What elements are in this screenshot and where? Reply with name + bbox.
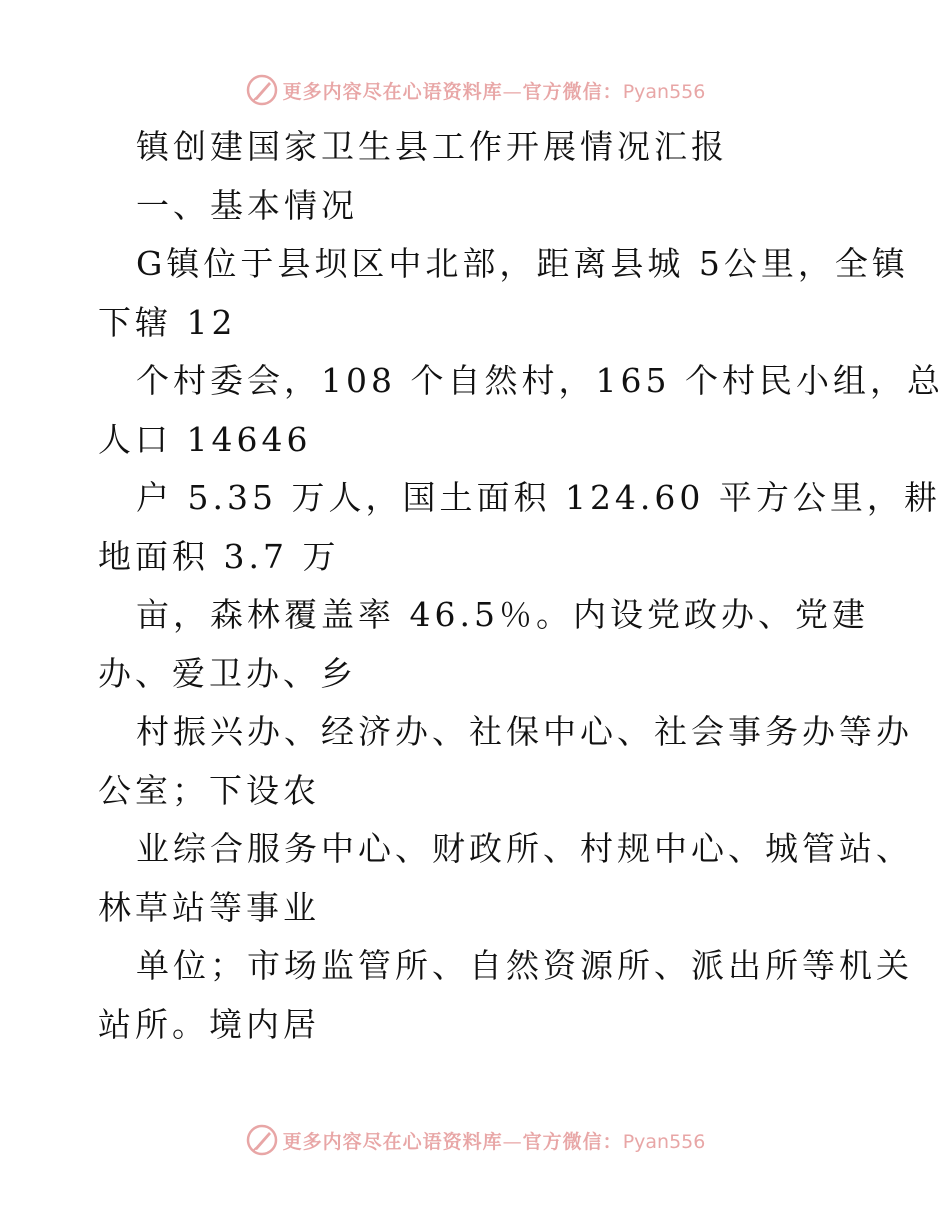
paragraph-line: 人口 14646	[98, 419, 312, 459]
document-body	[98, 118, 944, 1054]
paragraph-line: 村振兴办、经济办、社保中心、社会事务办等办	[136, 712, 913, 751]
section-heading: 一、基本情况	[136, 185, 358, 225]
quill-logo-icon	[245, 1123, 279, 1157]
paragraph-line: 下辖 12	[98, 302, 237, 342]
paragraph-line: G镇位于县坝区中北部，距离县城 5公里，全镇	[136, 244, 909, 283]
paragraph-line: 林草站等事业	[98, 887, 320, 927]
paragraph-line: 公室；下设农	[98, 770, 320, 810]
watermark-wechat-id: Pyan556	[622, 80, 706, 103]
watermark-separator: —	[502, 80, 523, 103]
paragraph-line: 亩，森林覆盖率 46.5％。内设党政办、党建	[136, 595, 869, 634]
watermark-site-text: 更多内容尽在心语资料库	[282, 1130, 503, 1153]
paragraph-line: 办、爱卫办、乡	[98, 653, 357, 693]
watermark-wechat-label: 官方微信：	[522, 1130, 623, 1153]
paragraph-line: 地面积 3.7 万	[98, 536, 340, 576]
watermark-wechat-label: 官方微信：	[522, 80, 623, 103]
watermark-text	[283, 77, 706, 104]
watermark-separator: —	[502, 1130, 523, 1153]
paragraph-line: 个村委会，108 个自然村，165 个村民小组，总	[136, 361, 944, 400]
header-watermark	[0, 70, 950, 110]
document-title: 镇创建国家卫生县工作开展情况汇报	[136, 127, 728, 166]
paragraph-line: 业综合服务中心、财政所、村规中心、城管站、	[136, 829, 913, 868]
paragraph-line: 站所。境内居	[98, 1004, 320, 1044]
watermark-site-text: 更多内容尽在心语资料库	[282, 80, 503, 103]
quill-logo-icon	[245, 73, 279, 107]
watermark-wechat-id: Pyan556	[622, 1130, 706, 1153]
watermark-text	[283, 1127, 706, 1154]
paragraph-line: 户 5.35 万人，国土面积 124.60 平方公里，耕	[136, 478, 941, 517]
footer-watermark	[0, 1120, 950, 1160]
paragraph-line: 单位；市场监管所、自然资源所、派出所等机关	[136, 946, 913, 985]
